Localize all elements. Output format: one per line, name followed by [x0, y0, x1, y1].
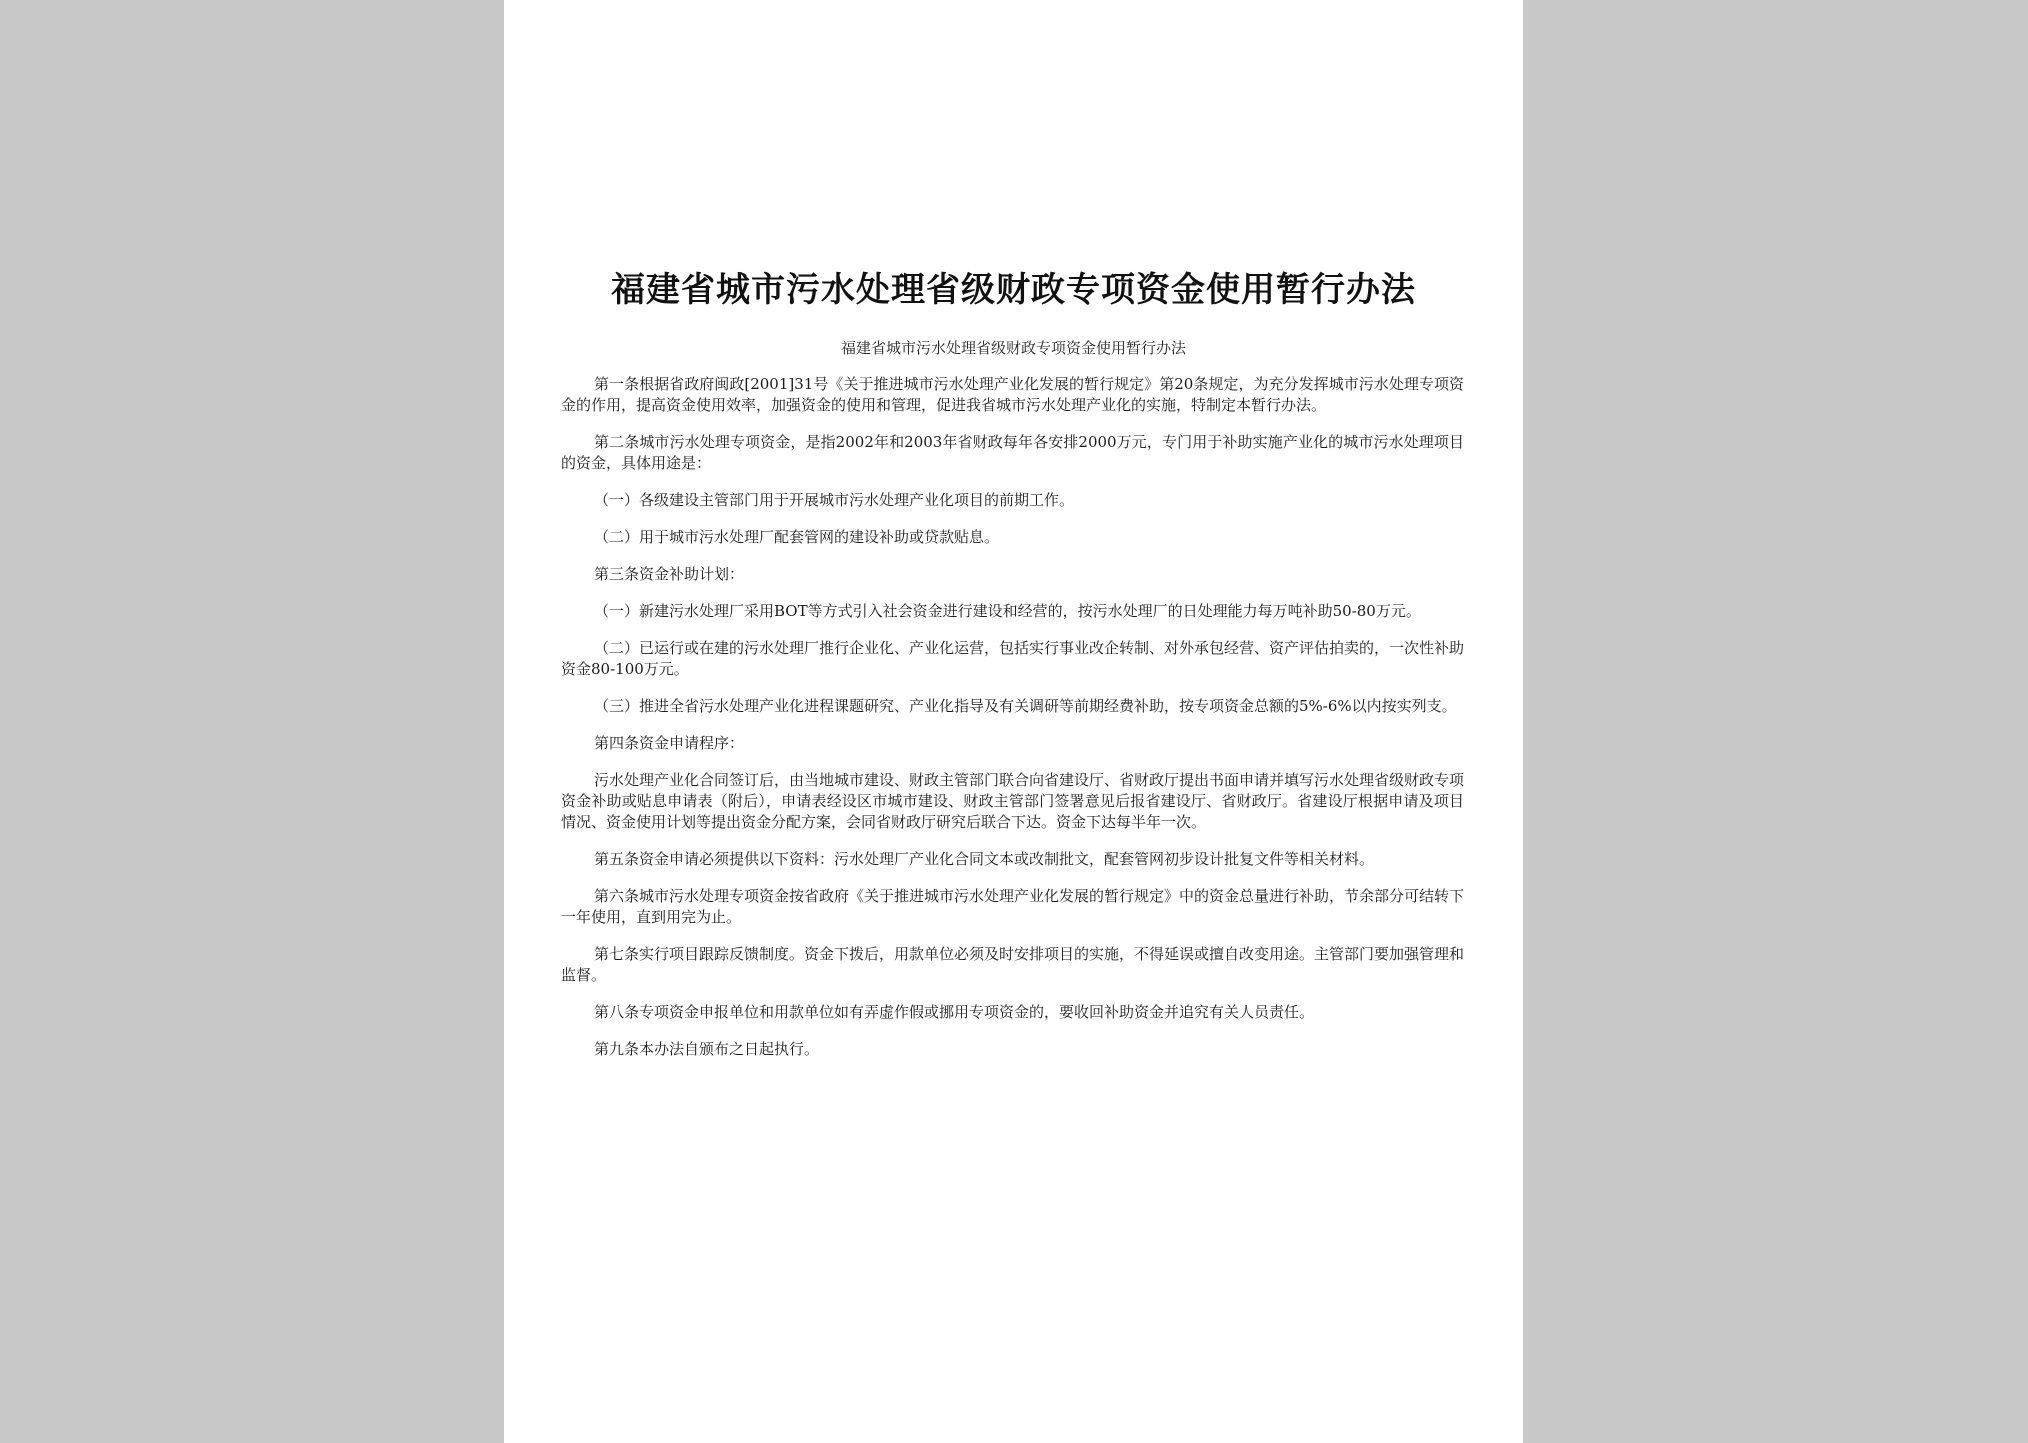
document-page	[504, 0, 1523, 1443]
article-3-item-1: （一）新建污水处理厂采用BOT等方式引入社会资金进行建设和经营的，按污水处理厂的日处理能力每万吨补助50-80万元。	[594, 602, 1421, 620]
article-4-paragraph: 第四条资金申请程序：	[594, 734, 745, 752]
article-9-paragraph: 第九条本办法自颁布之日起执行。	[594, 1040, 820, 1058]
article-6-paragraph: 第六条城市污水处理专项资金按省政府《关于推进城市污水处理产业化发展的暂行规定》中的资金总量进行补助，节余部分可结转下一年使用，直到用完为止。	[561, 887, 1465, 926]
article-8-paragraph: 第八条专项资金申报单位和用款单位如有弄虚作假或挪用专项资金的，要收回补助资金并追究有关人员责任。	[594, 1003, 1315, 1021]
article-7-paragraph: 第七条实行项目跟踪反馈制度。资金下拨后，用款单位必须及时安排项目的实施，不得延误或擅自改变用途。主管部门要加强管理和监督。	[561, 945, 1465, 984]
document-title: 福建省城市污水处理省级财政专项资金使用暂行办法	[611, 270, 1416, 310]
document-subtitle: 福建省城市污水处理省级财政专项资金使用暂行办法	[840, 339, 1186, 357]
article-4-detail: 污水处理产业化合同签订后，由当地城市建设、财政主管部门联合向省建设厅、省财政厅提出书面申请并填写污水处理省级财政专项资金补助或贴息申请表（附后），申请表经设区市城市建设、财政主管部门签署意见后报省建设厅、省财政厅。省建设厅根据申请及项目情况、资金使用计划等提出资金分配方案，会同省财政厅研究后联合下达。资金下达每半年一次。	[561, 771, 1465, 831]
article-5-paragraph: 第五条资金申请必须提供以下资料：污水处理厂产业化合同文本或改制批文，配套管网初步设计批复文件等相关材料。	[594, 850, 1375, 868]
article-3-item-3: （三）推进全省污水处理产业化进程课题研究、产业化指导及有关调研等前期经费补助，按专项资金总额的5%-6%以内按实列支。	[594, 697, 1457, 715]
article-2-item-1: （一）各级建设主管部门用于开展城市污水处理产业化项目的前期工作。	[594, 491, 1075, 509]
article-2-paragraph: 第二条城市污水处理专项资金，是指2002年和2003年省财政每年各安排2000万元，专门用于补助实施产业化的城市污水处理项目的资金，具体用途是：	[561, 433, 1464, 472]
article-1-paragraph: 第一条根据省政府闽政[2001]31号《关于推进城市污水处理产业化发展的暂行规定》第20条规定，为充分发挥城市污水处理专项资金的作用，提高资金使用效率，加强资金的使用和管理，促进我省城市污水处理产业化的实施，特制定本暂行办法。	[561, 375, 1464, 414]
article-3-paragraph: 第三条资金补助计划：	[594, 565, 745, 583]
article-2-item-2: （二）用于城市污水处理厂配套管网的建设补助或贷款贴息。	[594, 528, 1000, 546]
article-3-item-2: （二）已运行或在建的污水处理厂推行企业化、产业化运营，包括实行事业改企转制、对外承包经营、资产评估拍卖的，一次性补助资金80-100万元。	[561, 639, 1465, 678]
document-body	[561, 374, 1464, 1076]
